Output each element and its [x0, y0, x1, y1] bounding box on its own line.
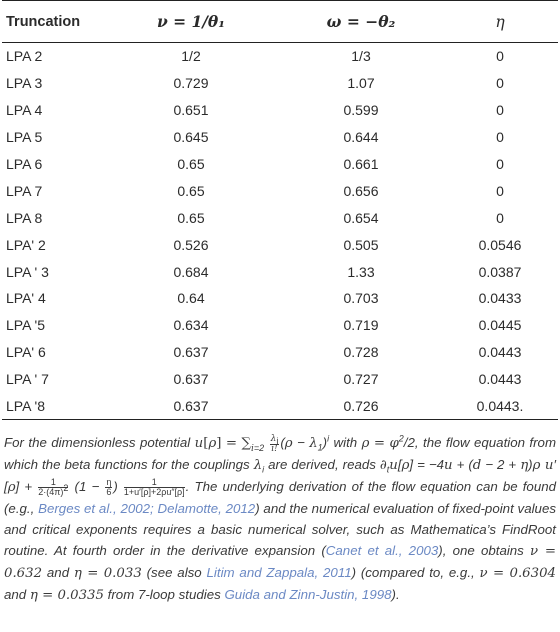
citation-link[interactable]: Berges et al., 2002; Delamotte, 2012 [38, 501, 256, 517]
footnote-value: ν = 0.632 [4, 544, 556, 582]
table-body [2, 43, 558, 420]
cell-truncation: LPA 3 [6, 75, 43, 92]
cell-eta: 0 [496, 182, 504, 199]
cell-eta: 0.0443 [478, 371, 522, 388]
footnote-flow-equation: $\partial_tu[\rho] = -4u + (d - 2 + \eta)\rho$ u′[ρ] + $\frac{1}{2\cdot(4\pi)^2}$ (1 − $\frac{\eta}{6}$ ) $\frac{1}{1+u'[\rho]+2\rho u''[\rho]}$ [4, 457, 556, 498]
footnote-value: η = 0.033 [73, 566, 142, 582]
cell-truncation: LPA 6 [6, 156, 43, 172]
cell-omega: 0.661 [343, 156, 379, 172]
table-row [2, 43, 558, 70]
cell-nu: 0.65 [177, 182, 205, 199]
cell-eta: 0 [496, 75, 504, 92]
cell-omega: 0.656 [343, 182, 379, 199]
cell-truncation: LPA 8 [6, 209, 43, 226]
footnote-text: , the flow equation from which the beta functions for the couplings [4, 435, 557, 473]
table-row [2, 177, 558, 204]
citation-link[interactable]: Canet et al., 2003 [325, 543, 439, 559]
cell-truncation: LPA '5 [6, 317, 45, 334]
cell-nu: 0.65 [177, 156, 205, 172]
footnote-value: η = 0.0335 [29, 588, 104, 604]
cell-truncation: LPA '8 [2, 393, 102, 420]
critical-exponents-table [2, 0, 558, 420]
cell-omega: 0.719 [343, 317, 379, 334]
cell-eta: 0 [496, 129, 504, 146]
cell-omega: 1/3 [351, 48, 371, 65]
table-row [2, 204, 558, 231]
table-row [2, 366, 558, 393]
table-row [2, 339, 558, 366]
footnote-text: ) (compared to, e.g., [351, 565, 480, 581]
cell-omega: 0.726 [280, 393, 442, 420]
footnote-text: . The underlying derivation of the flow equation can be found (e.g., [4, 479, 557, 517]
cell-nu: 0.645 [173, 129, 209, 146]
cell-eta: 0 [496, 102, 504, 119]
cell-truncation: LPA ' 7 [6, 371, 49, 388]
table-footnote: For the dimensionless potential $u[\rho] = \sum_{i=2}$ $\frac{\lambda_i}{i!}$ $(\rho - \lambda_1)^i$ with $\rho = \varphi^2/2$, the flow equation from which the beta functions for the couplings $\lambda_i$ are derived, reads $\partial_tu[\rho] = -4u + (d - 2 + \eta)\rho$ u′[ρ] + $\frac{1}{2\cdot(4\pi)^2}$ (1 − $\frac{\eta}{6}$ ) $\frac{1}{1+u'[\rho]+2\rho u''[\rho]}$ . The underlying derivation of the flow equation can be found (e.g., Berges et al., 2002; Delamotte, 2012) and the numerical evaluation of fixed-point values and critical exponents requires a basic numerical solver, such as Mathematica’s FindRoot routine. At fourth order in the derivative expansion (Canet et al., 2003), one obtains ν = 0.632 and η = 0.033 (see also Litim and Zappala, 2011) (compared to, e.g., ν = 0.6304 and η = 0.0335 from 7-loop studies Guida and Zinn-Justin, 1998). [4, 433, 557, 604]
cell-omega: 0.727 [343, 371, 379, 388]
cell-omega: 0.728 [343, 344, 379, 361]
cell-nu: 0.64 [177, 290, 205, 307]
cell-eta: 0 [496, 156, 504, 172]
cell-truncation: LPA 2 [6, 48, 43, 65]
cell-truncation: LPA ' 3 [6, 263, 49, 280]
cell-nu: 0.729 [173, 75, 209, 92]
cell-omega: 0.505 [343, 236, 379, 253]
cell-omega: 0.654 [343, 209, 379, 226]
cell-truncation: LPA 5 [6, 129, 43, 146]
cell-nu: 0.637 [173, 344, 209, 361]
cell-nu: 0.684 [173, 263, 209, 280]
cell-nu: 0.637 [173, 371, 209, 388]
cell-eta: 0.0443 [478, 344, 522, 361]
cell-nu: 0.651 [173, 102, 209, 119]
table-row [2, 97, 558, 124]
table-row [2, 70, 558, 97]
table-row [2, 258, 558, 285]
footnote-text: and [4, 587, 30, 603]
table-row [2, 285, 558, 312]
cell-eta: 0.0445 [478, 317, 522, 334]
header-truncation: Truncation [2, 1, 102, 43]
cell-nu: 0.526 [173, 236, 209, 253]
table-row [2, 393, 558, 420]
cell-eta: 0.0546 [478, 236, 522, 253]
cell-eta: 0.0443. [442, 393, 558, 420]
footnote-text: ). [391, 587, 400, 603]
cell-truncation: LPA' 2 [6, 236, 46, 253]
cell-nu: 0.65 [177, 209, 205, 226]
cell-truncation: LPA 7 [6, 182, 43, 199]
cell-nu: 0.637 [102, 393, 280, 420]
cell-truncation: LPA' 6 [6, 344, 46, 361]
cell-eta: 0 [496, 48, 504, 65]
cell-omega: 0.644 [343, 129, 379, 146]
footnote-text: from 7-loop studies [103, 587, 225, 603]
header-nu: ν = 1/θ₁ [102, 1, 280, 43]
table-row [2, 312, 558, 339]
footnote-text: ), one obtains [438, 543, 531, 559]
cell-omega: 0.599 [343, 102, 379, 119]
cell-omega: 0.703 [343, 290, 379, 307]
cell-eta: 0.0433 [478, 290, 522, 307]
table-row [2, 124, 558, 151]
cell-eta: 0 [496, 209, 504, 226]
cell-truncation: LPA' 4 [6, 290, 46, 307]
footnote-text: For the dimensionless potential [4, 435, 195, 451]
footnote-text: are derived, reads [264, 457, 380, 473]
cell-nu: 1/2 [181, 48, 201, 65]
table-header-row [2, 1, 558, 43]
cell-eta: 0.0387 [478, 263, 522, 280]
footnote-value: ν = 0.6304 [479, 566, 557, 582]
footnote-formula-potential: u [194, 436, 204, 452]
citation-link[interactable]: Guida and Zinn-Justin, 1998 [224, 587, 392, 603]
citation-link[interactable]: Litim and Zappala, 2011 [206, 565, 352, 581]
table-row [2, 151, 558, 178]
cell-nu: 0.634 [173, 317, 209, 334]
cell-omega: 1.07 [347, 75, 375, 92]
cell-omega: 1.33 [347, 263, 375, 280]
header-omega: ω = −θ₂ [280, 1, 442, 43]
table-row [2, 231, 558, 258]
footnote-text: (see also [141, 565, 207, 581]
cell-truncation: LPA 4 [6, 102, 43, 119]
header-eta: η [442, 1, 558, 43]
footnote-text: and [42, 565, 74, 581]
footnote-text: ) and the numerical evaluation of fixed-point values and critical exponents requires a basic numerical solver, such as Mathematica’s FindRoot routine. At fourth order in the derivative expansion ( [4, 501, 556, 559]
footnote-text: with [329, 435, 362, 451]
